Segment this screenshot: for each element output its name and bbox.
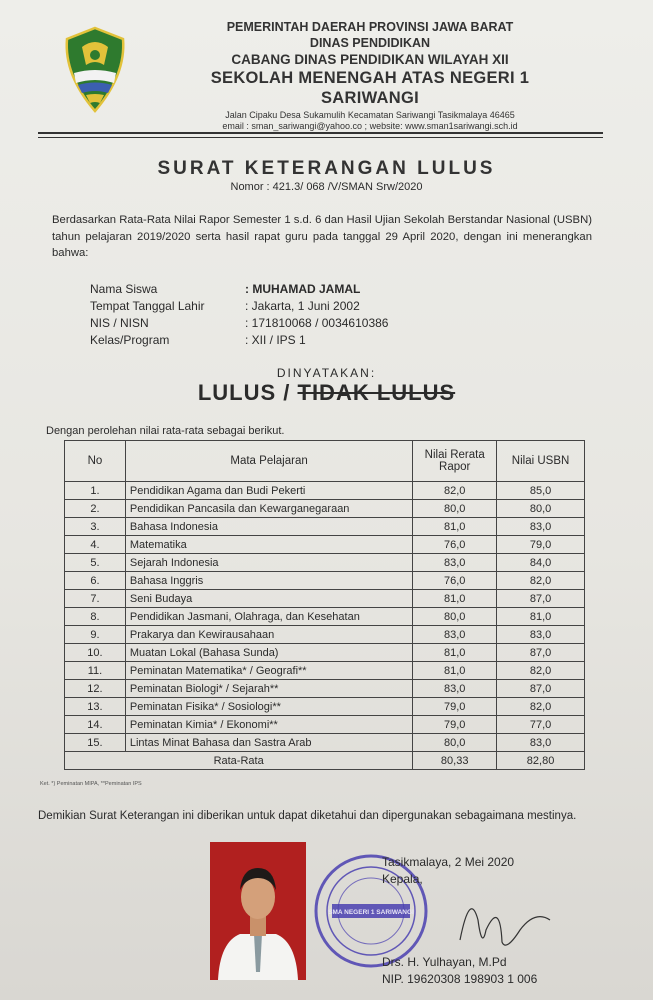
row-rapor: 81,0 xyxy=(413,590,497,608)
province-emblem-icon xyxy=(60,25,130,115)
header-school-name: SEKOLAH MENENGAH ATAS NEGERI 1 SARIWANGI xyxy=(210,69,530,107)
result-fail-struck: TIDAK LULUS xyxy=(297,380,456,405)
header-contact: email : sman_sariwangi@yahoo.co ; website: www.sman1sariwangi.sch.id xyxy=(222,121,518,131)
average-rapor: 80,33 xyxy=(413,752,497,770)
signer-nip: NIP. 19620308 198903 1 006 xyxy=(382,972,538,986)
header-usbn: Nilai USBN xyxy=(497,441,585,482)
row-usbn: 82,0 xyxy=(497,698,585,716)
student-name-label: Nama Siswa xyxy=(90,282,158,296)
school-stamp xyxy=(312,852,430,970)
row-rapor: 80,0 xyxy=(413,500,497,518)
row-rapor: 79,0 xyxy=(413,698,497,716)
place-date: Tasikmalaya, 2 Mei 2020 xyxy=(382,855,515,869)
handwritten-signature xyxy=(440,880,560,960)
student-nis-label: NIS / NISN xyxy=(90,316,149,330)
row-rapor: 81,0 xyxy=(413,518,497,536)
row-usbn: 85,0 xyxy=(497,482,585,500)
header-address: Jalan Cipaku Desa Sukamulih Kecamatan Sariwangi Tasikmalaya 46465 xyxy=(225,110,515,120)
grade-row xyxy=(65,662,585,680)
student-class-label: Kelas/Program xyxy=(90,333,170,347)
row-usbn: 87,0 xyxy=(497,680,585,698)
row-usbn: 83,0 xyxy=(497,626,585,644)
row-number: 4. xyxy=(65,536,126,554)
row-subject: Bahasa Inggris xyxy=(125,572,412,590)
row-usbn: 79,0 xyxy=(497,536,585,554)
closing-paragraph: Demikian Surat Keterangan ini diberikan untuk dapat diketahui dan dipergunakan sebagaimana mestinya. xyxy=(38,810,577,822)
signer-position: Kepala, xyxy=(382,872,423,886)
average-label: Rata-Rata xyxy=(65,752,413,770)
header-department: DINAS PENDIDIKAN xyxy=(309,36,431,50)
row-number: 13. xyxy=(65,698,126,716)
row-usbn: 83,0 xyxy=(497,734,585,752)
row-subject: Matematika xyxy=(125,536,412,554)
row-usbn: 83,0 xyxy=(497,518,585,536)
header-rapor: Nilai Rerata Rapor xyxy=(413,441,497,482)
row-usbn: 81,0 xyxy=(497,608,585,626)
letterhead-rule-thin xyxy=(38,137,603,138)
grades-table xyxy=(64,440,585,770)
row-usbn: 87,0 xyxy=(497,590,585,608)
grade-row xyxy=(65,590,585,608)
row-rapor: 76,0 xyxy=(413,536,497,554)
row-number: 11. xyxy=(65,662,126,680)
result-status xyxy=(0,380,653,406)
grades-intro: Dengan perolehan nilai rata-rata sebagai berikut. xyxy=(46,425,285,437)
average-usbn: 82,80 xyxy=(497,752,585,770)
row-rapor: 83,0 xyxy=(413,626,497,644)
row-subject: Pendidikan Jasmani, Olahraga, dan Kesehatan xyxy=(125,608,412,626)
document-title: SURAT KETERANGAN LULUS xyxy=(157,158,496,179)
row-number: 5. xyxy=(65,554,126,572)
row-number: 15. xyxy=(65,734,126,752)
grade-row xyxy=(65,482,585,500)
row-subject: Prakarya dan Kewirausahaan xyxy=(125,626,412,644)
row-subject: Muatan Lokal (Bahasa Sunda) xyxy=(125,644,412,662)
result-pass: LULUS / xyxy=(197,380,298,405)
row-subject: Seni Budaya xyxy=(125,590,412,608)
row-rapor: 76,0 xyxy=(413,572,497,590)
row-subject: Peminatan Matematika* / Geografi** xyxy=(125,662,412,680)
grade-row xyxy=(65,608,585,626)
row-rapor: 80,0 xyxy=(413,734,497,752)
grade-row xyxy=(65,536,585,554)
row-rapor: 80,0 xyxy=(413,608,497,626)
grade-row xyxy=(65,644,585,662)
row-subject: Lintas Minat Bahasa dan Sastra Arab xyxy=(125,734,412,752)
row-usbn: 82,0 xyxy=(497,572,585,590)
grades-footnote: Ket. *) Peminatan MIPA, **Peminatan IPS xyxy=(40,781,142,787)
student-birth-label: Tempat Tanggal Lahir xyxy=(90,299,205,313)
row-subject: Peminatan Biologi* / Sejarah** xyxy=(125,680,412,698)
grade-row xyxy=(65,500,585,518)
average-row xyxy=(65,752,585,770)
header-branch: CABANG DINAS PENDIDIKAN WILAYAH XII xyxy=(231,52,509,67)
grades-header-row xyxy=(65,441,585,482)
student-class-value: : XII / IPS 1 xyxy=(245,333,306,347)
row-usbn: 82,0 xyxy=(497,662,585,680)
grade-row xyxy=(65,518,585,536)
row-subject: Peminatan Kimia* / Ekonomi** xyxy=(125,716,412,734)
row-subject: Peminatan Fisika* / Sosiologi** xyxy=(125,698,412,716)
row-usbn: 80,0 xyxy=(497,500,585,518)
row-number: 1. xyxy=(65,482,126,500)
row-number: 2. xyxy=(65,500,126,518)
intro-paragraph: Berdasarkan Rata-Rata Nilai Rapor Semester 1 s.d. 6 dan Hasil Ujian Sekolah Berstandar Nasional (USBN) tahun pelajaran 2019/2020 serta hasil rapat guru pada tanggal 29 April 2020, dengan ini menerangkan bahwa: xyxy=(52,214,592,259)
row-number: 10. xyxy=(65,644,126,662)
row-number: 8. xyxy=(65,608,126,626)
header-no: No xyxy=(65,441,126,482)
letterhead-rule-thick xyxy=(38,132,603,134)
grade-row xyxy=(65,734,585,752)
grade-row xyxy=(65,680,585,698)
row-subject: Pendidikan Agama dan Budi Pekerti xyxy=(125,482,412,500)
header-subject: Mata Pelajaran xyxy=(125,441,412,482)
grade-row xyxy=(65,698,585,716)
grade-row xyxy=(65,554,585,572)
document-number: Nomor : 421.3/ 068 /V/SMAN Srw/2020 xyxy=(230,181,423,193)
row-number: 6. xyxy=(65,572,126,590)
grade-row xyxy=(65,572,585,590)
student-nis-value: : 171810068 / 0034610386 xyxy=(245,316,389,330)
row-rapor: 82,0 xyxy=(413,482,497,500)
row-usbn: 87,0 xyxy=(497,644,585,662)
student-name-value: : MUHAMAD JAMAL xyxy=(245,282,361,296)
declared-label: DINYATAKAN: xyxy=(276,366,377,380)
student-birth-value: : Jakarta, 1 Juni 2002 xyxy=(245,299,360,313)
grades-body xyxy=(65,482,585,752)
student-portrait-icon xyxy=(210,842,306,980)
header-government: PEMERINTAH DAERAH PROVINSI JAWA BARAT xyxy=(226,20,514,34)
row-subject: Pendidikan Pancasila dan Kewarganegaraan xyxy=(125,500,412,518)
stamp-center-text: SMA NEGERI 1 SARIWANGI xyxy=(328,909,414,916)
row-subject: Sejarah Indonesia xyxy=(125,554,412,572)
signer-name: Drs. H. Yulhayan, M.Pd xyxy=(382,955,507,969)
row-rapor: 81,0 xyxy=(413,662,497,680)
row-number: 9. xyxy=(65,626,126,644)
row-rapor: 79,0 xyxy=(413,716,497,734)
grade-row xyxy=(65,626,585,644)
row-number: 7. xyxy=(65,590,126,608)
row-subject: Bahasa Indonesia xyxy=(125,518,412,536)
row-rapor: 83,0 xyxy=(413,680,497,698)
row-usbn: 77,0 xyxy=(497,716,585,734)
grade-row xyxy=(65,716,585,734)
row-rapor: 81,0 xyxy=(413,644,497,662)
row-rapor: 83,0 xyxy=(413,554,497,572)
student-photo xyxy=(210,842,306,980)
row-usbn: 84,0 xyxy=(497,554,585,572)
row-number: 14. xyxy=(65,716,126,734)
row-number: 3. xyxy=(65,518,126,536)
row-number: 12. xyxy=(65,680,126,698)
